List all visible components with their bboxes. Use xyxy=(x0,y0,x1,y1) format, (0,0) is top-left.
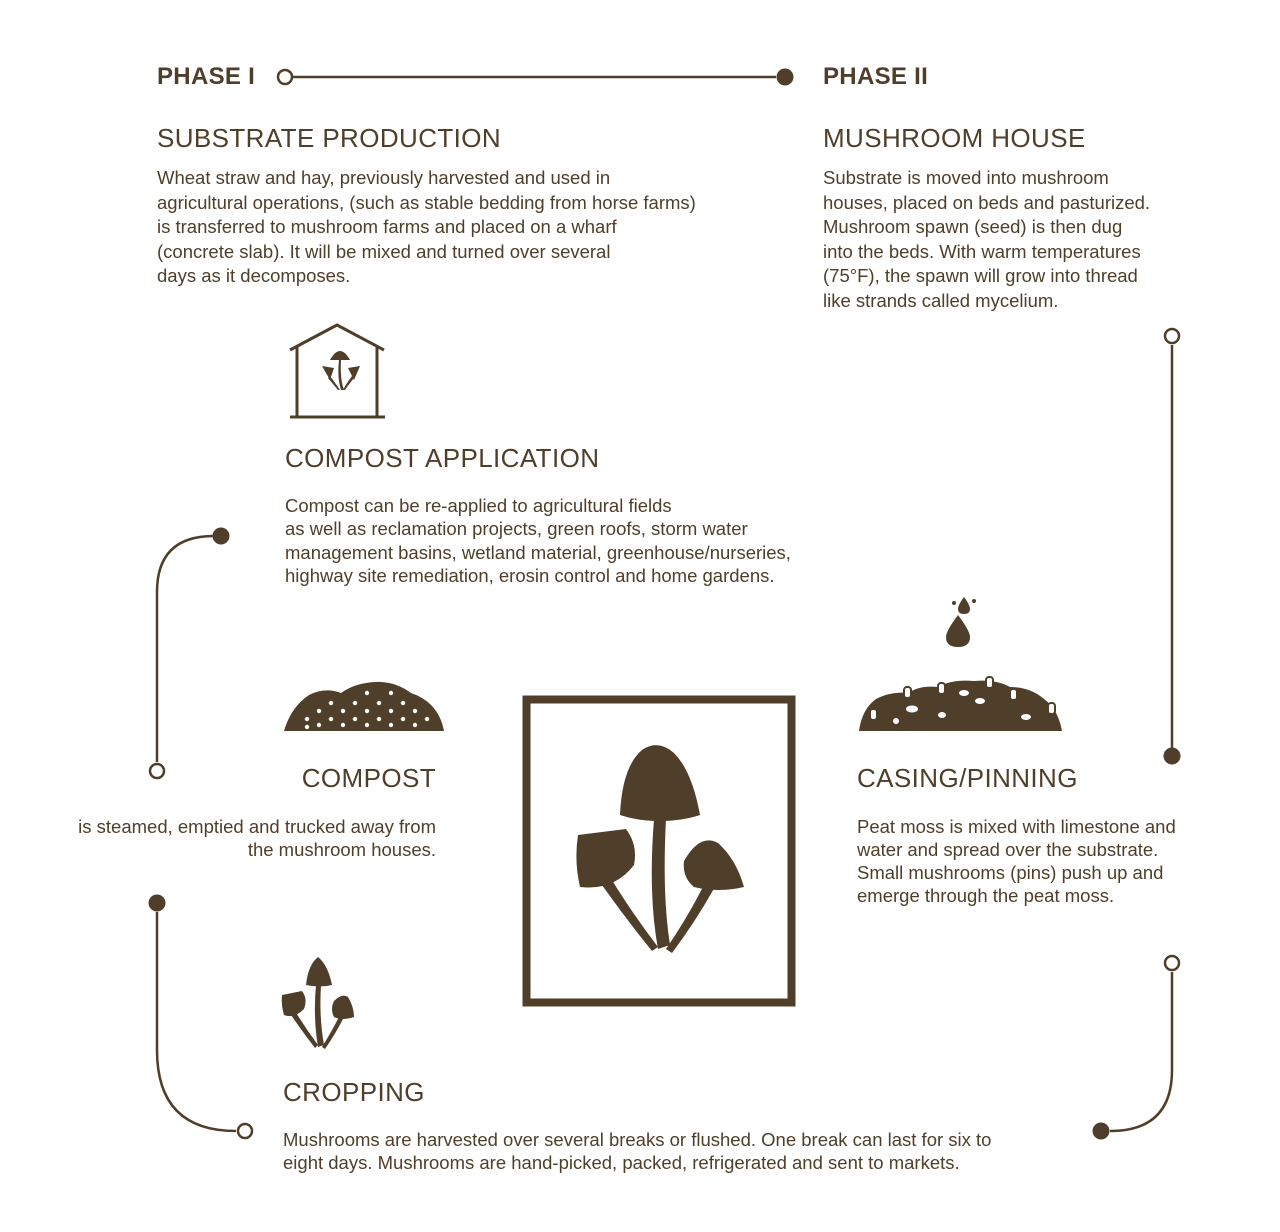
compost-text: is steamed, emptied and trucked away from the mushroom houses. xyxy=(78,816,436,860)
compost-title: COMPOST xyxy=(301,763,436,793)
mushroom-house-title: MUSHROOM HOUSE xyxy=(823,123,1086,153)
phase1-label: PHASE I xyxy=(157,63,256,90)
phase1-open-dot xyxy=(278,70,292,84)
casing-title: CASING/PINNING xyxy=(857,763,1078,793)
house-open-dot xyxy=(1165,329,1179,343)
casing-to-cropping-curve xyxy=(1110,972,1172,1131)
cropping-title: CROPPING xyxy=(283,1077,425,1107)
cropping-open-dot xyxy=(238,1124,252,1138)
mushroom-house-text: Substrate is moved into mushroom houses, placed on beds and pasturized. Mushroom spawn (seed) is then dug into the beds. With warm temperatures (75°F), the spawn will grow into thread like strands called mycelium. xyxy=(823,167,1151,311)
compost-application-title: COMPOST APPLICATION xyxy=(285,443,600,473)
mushroom-house-icon xyxy=(288,322,388,420)
substrate-title: SUBSTRATE PRODUCTION xyxy=(157,123,502,153)
casing-text: Peat moss is mixed with limestone and water and spread over the substrate. Small mushrooms (pins) push up and emerge through the peat moss. xyxy=(857,816,1176,906)
application-filled-dot xyxy=(213,528,230,545)
substrate-text: Wheat straw and hay, previously harvested and used in agricultural operations, (such as stable bedding from horse farms) is transferred to mushroom farms and placed on a wharf (concrete slab). It will be mixed and turned over several days as it decomposes. xyxy=(157,167,696,286)
mushroom-cluster-icon xyxy=(522,695,796,1007)
casing-filled-dot xyxy=(1164,748,1181,765)
compost-pile-icon xyxy=(283,679,445,733)
compost-filled-dot xyxy=(149,895,166,912)
compost-application-text: Compost can be re-applied to agricultural fields as well as reclamation projects, green roofs, storm water management basins, wetland material, greenhouse/nurseries, highway site remediation, erosin control and home gardens. xyxy=(285,495,791,586)
phase2-filled-dot xyxy=(777,69,794,86)
compost-open-dot xyxy=(150,764,164,778)
cropping-to-compost-curve xyxy=(157,912,236,1131)
harvested-mushrooms-icon xyxy=(280,955,356,1051)
phase2-label: PHASE II xyxy=(823,63,929,90)
casing-soil-water-icon xyxy=(856,593,1066,733)
compost-to-application-curve xyxy=(157,536,214,762)
casing-open-dot xyxy=(1165,956,1179,970)
cropping-text: Mushrooms are harvested over several breaks or flushed. One break can last for six to eight days. Mushrooms are hand-picked, packed, refrigerated and sent to markets. xyxy=(283,1129,992,1173)
